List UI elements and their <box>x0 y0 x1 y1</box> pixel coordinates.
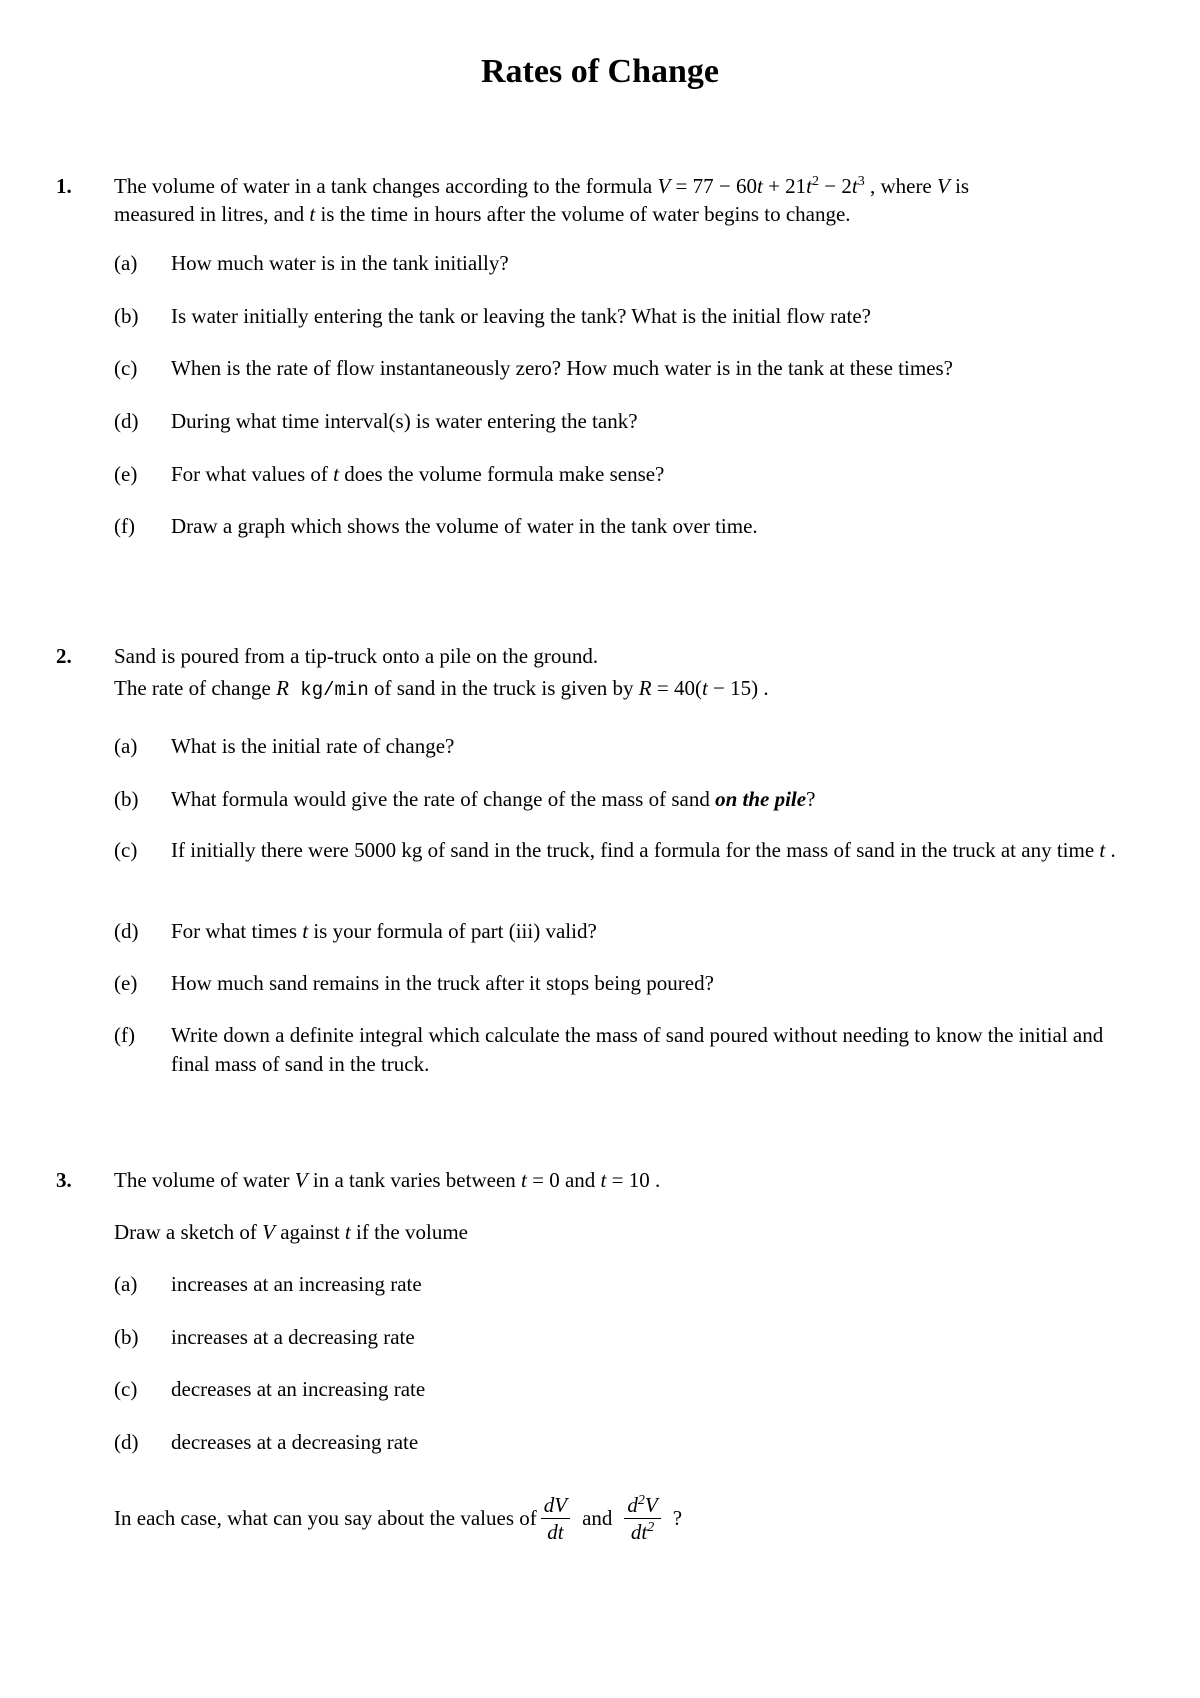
q2-eq-part: = 40( <box>651 676 702 700</box>
fraction-numerator: dV <box>541 1494 570 1519</box>
part-text: increases at an increasing rate <box>171 1272 422 1296</box>
part-text-segment: What formula would give the rate of change of the mass of sand <box>171 787 716 811</box>
part-text-segment: For what values of <box>171 462 334 486</box>
q2-eq-R: R <box>638 676 652 700</box>
q3-eq-part: = 0 and <box>526 1168 601 1192</box>
frac-part: dt <box>630 1519 648 1544</box>
q1-formula-t: t <box>851 174 858 198</box>
part-text-segment: is your formula of part (iii) valid? <box>308 919 597 943</box>
part-var-t: t <box>333 462 339 486</box>
part-label: (a) <box>114 734 138 758</box>
emphasis-text: on the pile <box>715 787 807 811</box>
part-label: (c) <box>114 356 138 380</box>
q1-text: is <box>949 174 970 198</box>
part-var-t: t <box>1099 838 1106 862</box>
part-label: (e) <box>114 971 138 995</box>
part-text <box>171 836 1131 865</box>
part-text-segment: . <box>1105 838 1116 862</box>
question-2-stem-line-2 <box>114 674 1134 705</box>
part-label: (c) <box>114 1377 138 1401</box>
fraction-denominator <box>624 1519 660 1543</box>
part-text: How much water is in the tank initially? <box>171 251 509 275</box>
q1-formula-part: + 21 <box>762 174 807 198</box>
part-text: When is the rate of flow instantaneously zero? How much water is in the tank at these times? <box>171 356 954 380</box>
part-text-segment: does the volume formula make sense? <box>338 462 665 486</box>
q3-text: Draw a sketch of <box>114 1220 263 1244</box>
question-1-number: 1. <box>56 174 72 198</box>
question-3-stem-line-1 <box>114 1166 1134 1195</box>
q1-formula-V: V <box>657 174 671 198</box>
q1-text: is the time in hours after the volume of water begins to change. <box>315 202 851 226</box>
q2-eq-t: t <box>701 676 708 700</box>
q1-formula-part: = 77 − 60 <box>670 174 757 198</box>
q3-text: if the volume <box>350 1220 468 1244</box>
question-1-stem-line-1 <box>114 172 1134 201</box>
q3-var-t: t <box>521 1168 527 1192</box>
fraction-denominator: dt <box>547 1519 564 1544</box>
q3-text: and <box>582 1505 613 1530</box>
frac-part: d <box>627 1492 638 1517</box>
q1-var-t: t <box>309 202 316 226</box>
part-text-segment: For what times <box>171 919 303 943</box>
question-3-number: 3. <box>56 1168 72 1192</box>
part-text: decreases at an increasing rate <box>171 1377 426 1401</box>
part-text-segment: If initially there were 5000 kg of sand in the truck, find a formula for the mass of sand in the truck at any time <box>171 838 1100 862</box>
q3-text: ? <box>672 1505 683 1530</box>
q2-unit: kg/min <box>288 679 369 701</box>
frac-exponent: 2 <box>637 1492 645 1508</box>
part-text <box>171 460 1131 489</box>
part-label: (c) <box>114 838 138 862</box>
q3-var-V: V <box>294 1168 308 1192</box>
part-label: (f) <box>114 514 135 538</box>
part-text: increases at a decreasing rate <box>171 1325 415 1349</box>
q1-formula-exponent: 3 <box>857 174 865 189</box>
q3-text: In each case, what can you say about the values of <box>114 1505 537 1530</box>
fraction-dV-dt <box>541 1494 570 1543</box>
q2-var-R: R <box>276 676 289 700</box>
q3-var-V: V <box>262 1220 275 1244</box>
q1-text: , where <box>864 174 938 198</box>
q3-var-t: t <box>344 1220 351 1244</box>
q2-text: The rate of change <box>114 676 277 700</box>
q1-formula-part: − 2 <box>819 174 852 198</box>
part-text: Is water initially entering the tank or leaving the tank? What is the initial flow rate? <box>171 304 871 328</box>
part-text: Draw a graph which shows the volume of water in the tank over time. <box>171 514 758 538</box>
question-2-stem-line-1: Sand is poured from a tip-truck onto a pile on the ground. <box>114 644 599 668</box>
part-label: (a) <box>114 251 138 275</box>
part-label: (d) <box>114 1430 139 1454</box>
page-title: Rates of Change <box>481 53 719 90</box>
fraction-d2V-dt2 <box>624 1494 660 1543</box>
q1-formula-exponent: 2 <box>812 174 820 189</box>
question-2-number: 2. <box>56 644 72 668</box>
q2-text: of sand in the truck is given by <box>368 676 639 700</box>
q3-var-t: t <box>600 1168 607 1192</box>
q3-text: in a tank varies between <box>307 1168 522 1192</box>
part-text: decreases at a decreasing rate <box>171 1430 419 1454</box>
part-label: (e) <box>114 462 138 486</box>
part-var-t: t <box>302 919 309 943</box>
part-label: (d) <box>114 409 139 433</box>
part-label: (d) <box>114 919 139 943</box>
frac-part: V <box>644 1492 658 1517</box>
part-label: (b) <box>114 787 139 811</box>
frac-exponent: 2 <box>647 1519 655 1535</box>
q2-eq-part: − 15) . <box>707 676 769 700</box>
part-text-segment: ? <box>806 787 816 811</box>
part-text: Write down a definite integral which calculate the mass of sand poured without needing to know the initial and final mass of sand in the truck. <box>171 1023 1104 1076</box>
q1-formula-t: t <box>756 174 763 198</box>
question-1-stem-line-2 <box>114 200 1134 229</box>
q1-text: The volume of water in a tank changes according to the formula <box>114 174 658 198</box>
part-text <box>171 917 1131 946</box>
q1-text: measured in litres, and <box>114 202 310 226</box>
q1-formula-t: t <box>806 174 813 198</box>
part-text: How much sand remains in the truck after it stops being poured? <box>171 971 714 995</box>
fraction-numerator <box>624 1494 660 1519</box>
question-3-stem-line-2 <box>114 1218 1134 1247</box>
question-3-final-line <box>114 1488 1134 1548</box>
part-label: (b) <box>114 304 139 328</box>
q3-eq-part: = 10 . <box>606 1168 661 1192</box>
q1-var-V: V <box>937 174 950 198</box>
q3-text: The volume of water <box>114 1168 295 1192</box>
part-text: During what time interval(s) is water entering the tank? <box>171 409 638 433</box>
part-text <box>171 785 1131 814</box>
part-label: (a) <box>114 1272 138 1296</box>
q3-text: against <box>274 1220 345 1244</box>
part-label: (f) <box>114 1023 135 1047</box>
part-label: (b) <box>114 1325 139 1349</box>
part-text: What is the initial rate of change? <box>171 734 455 758</box>
